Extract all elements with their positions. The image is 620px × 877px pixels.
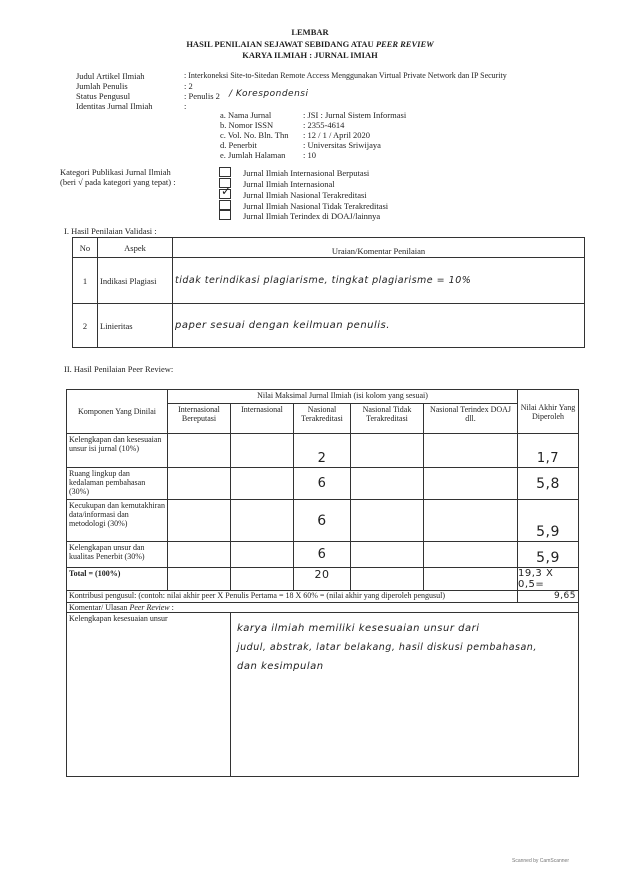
identitas-item-value: : 10 (303, 150, 316, 160)
validasi-col-uraian: Uraian/Komentar Penilaian (173, 238, 585, 258)
doc-title-line2-italic: PEER REVIEW (375, 39, 434, 49)
peer-cell-empty (424, 468, 518, 500)
kategori-checkbox[interactable] (219, 200, 231, 210)
table-row (67, 434, 579, 468)
peer-kelengkapan-comment (231, 613, 579, 777)
kategori-instruction: (beri √ pada kategori yang tepat) : (60, 177, 176, 187)
validasi-komentar-text: paper sesuai dengan keilmuan penulis. (175, 320, 390, 331)
status-handwriting: / Korespondensi (229, 89, 309, 99)
peer-kontribusi-value-text: 9,65 (553, 591, 576, 601)
validasi-row-no: 2 (73, 304, 98, 348)
validasi-col-no: No (73, 238, 98, 258)
peer-cell-empty (351, 434, 424, 468)
peer-cell-empty (231, 468, 294, 500)
peer-cell-empty (168, 434, 231, 468)
peer-kelengkapan-line: karya ilmiah memiliki kesesuaian unsur dari (237, 623, 480, 634)
check-mark-icon: ✓ (221, 184, 232, 198)
peer-col-nilai-maks: Nilai Maksimal Jurnal Ilmiah (isi kolom yang sesuai) (168, 390, 518, 404)
peer-heading: II. Hasil Penilaian Peer Review: (64, 364, 174, 374)
peer-cell-empty (424, 500, 518, 542)
status-label: Status Pengusul (76, 91, 131, 101)
validasi-row-no: 1 (73, 258, 98, 304)
peer-kelengkapan-line: dan kesimpulan (237, 661, 324, 672)
peer-akhir-text: 5,9 (536, 524, 560, 540)
peer-row-akhir (518, 434, 579, 468)
peer-col-intl: Internasional (231, 404, 294, 434)
peer-cell-empty (231, 568, 294, 591)
peer-cell-empty (231, 500, 294, 542)
identitas-item-value: : JSI : Jurnal Sistem Informasi (303, 110, 407, 120)
kategori-checkbox[interactable] (219, 210, 231, 220)
table-row (73, 258, 585, 304)
kategori-option-label: Jurnal Ilmiah Nasional Terakreditasi (243, 190, 367, 200)
jumlah-value: : 2 (184, 81, 193, 91)
peer-row-komponen: Kecukupan dan kemutakhiran data/informasi dan metodologi (30%) (67, 500, 168, 542)
peer-col-intl-rep: Internasional Bereputasi (168, 404, 231, 434)
peer-kelengkapan-label: Kelengkapan kesesuaian unsur (67, 613, 231, 777)
peer-komentar-label (67, 603, 579, 613)
peer-max-text: 2 (317, 451, 327, 466)
peer-cell-empty (424, 568, 518, 591)
peer-cell-empty (351, 500, 424, 542)
peer-col-nilai-akhir: Nilai Akhir Yang Diperoleh (518, 390, 579, 434)
kategori-option-label: Jurnal Ilmiah Terindex di DOAJ/lainnya (243, 211, 381, 221)
peer-max-text: 6 (317, 512, 327, 529)
kategori-option-label: Jurnal Ilmiah Internasional Berputasi (243, 168, 370, 178)
peer-cell-empty (231, 542, 294, 568)
peer-total-label: Total = (100%) (67, 568, 168, 591)
identitas-item-value: : Universitas Sriwijaya (303, 140, 381, 150)
kategori-option-label: Jurnal Ilmiah Nasional Tidak Terakreditasi (243, 201, 389, 211)
kategori-label: Kategori Publikasi Jurnal Ilmiah (60, 167, 171, 177)
camscanner-watermark: Scanned by CamScanner (512, 858, 569, 864)
judul-value: : Interkoneksi Site-to-Sitedan Remote Access Menggunakan Virtual Private Network dan IP Security (184, 71, 507, 80)
peer-row-komponen: Kelengkapan dan kesesuaian unsur isi jurnal (10%) (67, 434, 168, 468)
doc-title-line1: LEMBAR (291, 27, 329, 37)
identitas-item-label: a. Nama Jurnal (220, 110, 272, 120)
doc-title-line2 (0, 39, 620, 49)
peer-kontribusi: Kontribusi pengusul: (contoh: nilai akhir peer X Penulis Pertama = 18 X 60% = (nilai akhir yang diperoleh pengusul) (67, 591, 518, 603)
peer-row-akhir (518, 542, 579, 568)
validasi-komentar-text: tidak terindikasi plagiarisme, tingkat plagiarisme = 10% (175, 275, 472, 286)
peer-cell-empty (168, 542, 231, 568)
peer-komentar-italic: Peer Review (129, 603, 170, 612)
peer-col-nas-tidak: Nasional Tidak Terakreditasi (351, 404, 424, 434)
doc-title-line2-text: HASIL PENILAIAN SEJAWAT SEBIDANG ATAU (186, 39, 376, 49)
peer-total-max (294, 568, 351, 591)
doc-title-line3: KARYA ILMIAH : JURNAL IMIAH (242, 50, 378, 60)
validasi-table (72, 237, 585, 348)
status-value: : Penulis 2 (184, 91, 220, 101)
peer-akhir-text: 5,9 (536, 550, 560, 566)
peer-cell-empty (168, 468, 231, 500)
kategori-option-label: Jurnal Ilmiah Internasional (243, 179, 335, 189)
peer-max-text: 6 (317, 476, 327, 491)
peer-akhir-text: 5,8 (536, 475, 560, 492)
peer-col-nas-akr: Nasional Terakreditasi (294, 404, 351, 434)
validasi-row-komentar (173, 304, 585, 348)
validasi-row-aspek: Indikasi Plagiasi (98, 258, 173, 304)
peer-cell-empty (351, 468, 424, 500)
peer-col-komponen: Komponen Yang Dinilai (67, 390, 168, 434)
identitas-item-label: e. Jumlah Halaman (220, 150, 286, 160)
peer-komentar-suffix: : (169, 603, 174, 612)
peer-cell-empty (351, 542, 424, 568)
validasi-row-komentar (173, 258, 585, 304)
identitas-colon: : (184, 101, 187, 111)
peer-cell-empty (168, 500, 231, 542)
peer-row-max (294, 434, 351, 468)
peer-row-komponen: Ruang lingkup dan kedalaman pembahasan (30%) (67, 468, 168, 500)
peer-cell-empty (424, 542, 518, 568)
peer-row-komponen: Kelengkapan unsur dan kualitas Penerbit (30%) (67, 542, 168, 568)
peer-max-text: 6 (317, 547, 327, 562)
table-row (67, 468, 579, 500)
peer-row-akhir (518, 468, 579, 500)
identitas-item-label: b. Nomor ISSN (220, 120, 274, 130)
peer-review-table (66, 389, 579, 777)
peer-row-max (294, 500, 351, 542)
identitas-item-value: : 12 / 1 / April 2020 (303, 130, 371, 140)
peer-kontribusi-value (518, 591, 579, 603)
validasi-row-aspek: Linieritas (98, 304, 173, 348)
peer-row-max (294, 468, 351, 500)
table-row (67, 500, 579, 542)
validasi-heading: I. Hasil Penilaian Validasi : (64, 226, 157, 236)
validasi-col-aspek: Aspek (98, 238, 173, 258)
identitas-item-label: c. Vol. No. Bln. Thn (220, 130, 289, 140)
identitas-label: Identitas Jurnal Ilmiah (76, 101, 153, 111)
peer-total-akhir-text: 19,3 X 0,5= (518, 568, 554, 590)
peer-cell-empty (351, 568, 424, 591)
table-row-total (67, 568, 579, 591)
peer-col-nas-index: Nasional Terindex DOAJ dll. (424, 404, 518, 434)
judul-label: Judul Artikel Ilmiah (76, 71, 145, 81)
peer-total-max-text: 20 (314, 568, 330, 581)
peer-cell-empty (231, 434, 294, 468)
table-row (67, 542, 579, 568)
peer-komentar-prefix: Komentar/ Ulasan (69, 603, 130, 612)
peer-kelengkapan-line: judul, abstrak, latar belakang, hasil diskusi pembahasan, (237, 642, 537, 653)
peer-cell-empty (424, 434, 518, 468)
kategori-checkbox[interactable] (219, 167, 231, 177)
peer-total-akhir (518, 568, 579, 591)
peer-row-max (294, 542, 351, 568)
jumlah-label: Jumlah Penulis (76, 81, 128, 91)
identitas-item-value: : 2355-4614 (303, 120, 345, 130)
table-row (73, 304, 585, 348)
peer-akhir-text: 1,7 (536, 451, 560, 466)
identitas-item-label: d. Penerbit (220, 140, 257, 150)
peer-cell-empty (168, 568, 231, 591)
peer-row-akhir (518, 500, 579, 542)
